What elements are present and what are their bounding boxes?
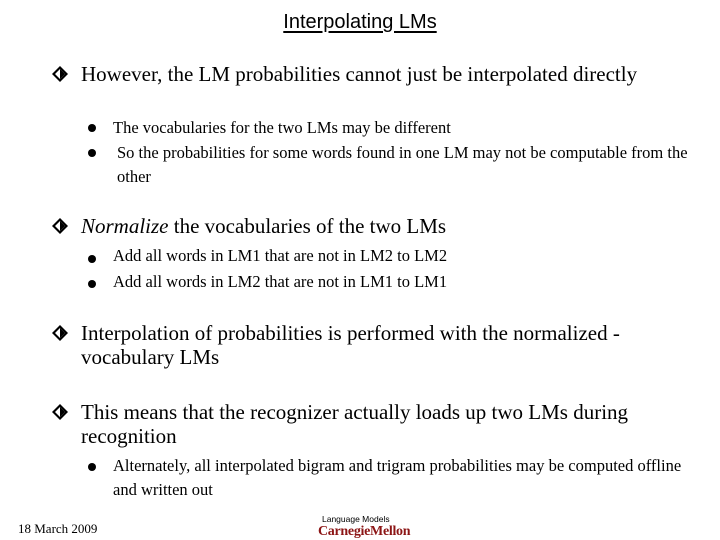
- bullet-2-sub-2: Add all words in LM2 that are not in LM1 to LM1: [113, 272, 448, 291]
- bullet-1-sub-1: The vocabularies for the two LMs may be different: [113, 118, 451, 137]
- normalize-emphasis: Normalize: [81, 214, 169, 238]
- bullet-4-sub-1: Alternately, all interpolated bigram and trigram probabilities may be computed offline and written out: [113, 456, 682, 499]
- bullet-2-sub-1: Add all words in LM1 that are not in LM2 to LM2: [113, 246, 448, 265]
- carnegie-mellon-logo: CarnegieMellon: [318, 524, 411, 539]
- diamond-bullet-icon: [52, 66, 68, 82]
- round-bullet-icon: [88, 149, 96, 157]
- bullet-3-text: Interpolation of probabilities is performed with the normalized -vocabulary LMs: [81, 321, 620, 369]
- bullet-1-text: However, the LM probabilities cannot just be interpolated directly: [81, 62, 638, 86]
- bullet-1-sub-2: So the probabilities for some words found in one LM may not be computable from the other: [117, 143, 688, 186]
- slide-title: Interpolating LMs: [283, 11, 437, 33]
- diamond-bullet-icon: [52, 218, 68, 234]
- round-bullet-icon: [88, 124, 96, 132]
- round-bullet-icon: [88, 255, 96, 263]
- diamond-bullet-icon: [52, 325, 68, 341]
- diamond-bullet-icon: [52, 404, 68, 420]
- round-bullet-icon: [88, 280, 96, 288]
- bullet-2-text: Normalize the vocabularies of the two LMs: [81, 214, 447, 238]
- bullet-4-text: This means that the recognizer actually loads up two LMs during recognition: [81, 400, 629, 448]
- footer-date: 18 March 2009: [18, 521, 98, 536]
- round-bullet-icon: [88, 463, 96, 471]
- footer-label: Language Models: [322, 514, 390, 524]
